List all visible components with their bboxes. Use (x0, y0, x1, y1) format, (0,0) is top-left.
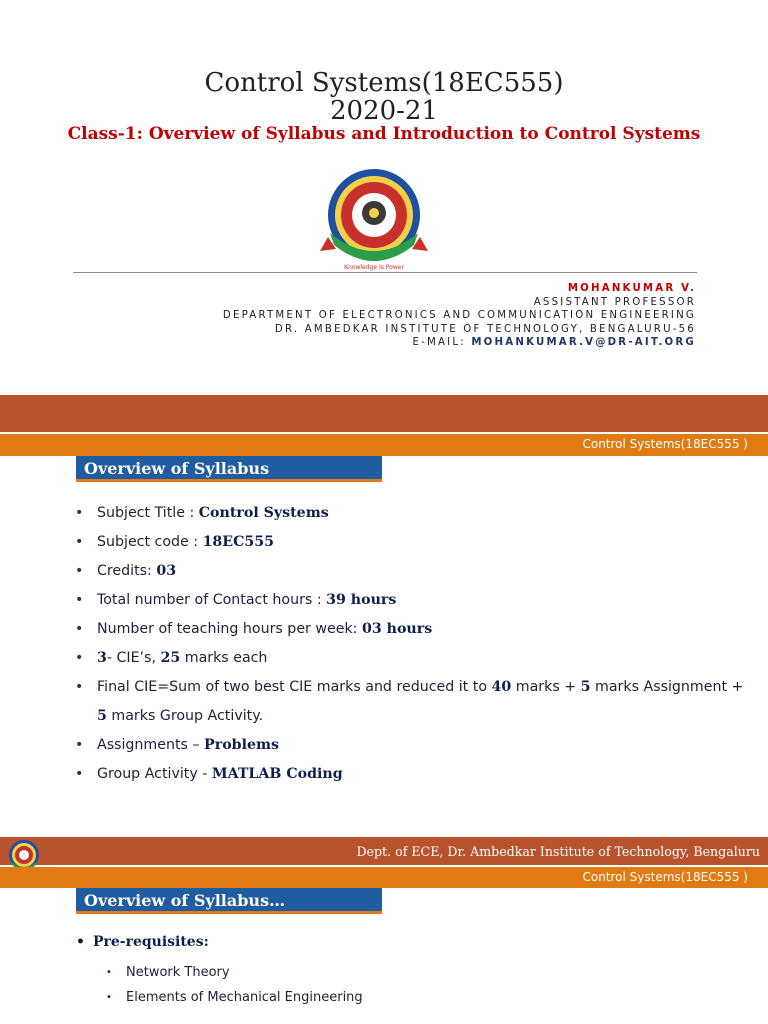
prerequisites-list (106, 960, 363, 1010)
list-item: • Assignments – Problems (75, 731, 755, 760)
slide-footer (0, 837, 768, 865)
title-slide (0, 0, 768, 395)
author-designation: ASSISTANT PROFESSOR (533, 296, 696, 308)
list-item: • 3- CIE’s, 25 marks each (75, 644, 755, 673)
slide-header-bar (0, 867, 768, 888)
list-item: • Elements of Mechanical Engineering (106, 985, 363, 1010)
list-item: • Network Theory (106, 960, 363, 985)
author-name: MOHANKUMAR V. (567, 283, 696, 294)
institute-seal-icon (316, 165, 432, 275)
academic-year: 2020-21 (329, 96, 439, 126)
svg-text:Knowledge Is Power: Knowledge Is Power (344, 264, 404, 271)
header-course-code: Control Systems(18EC555 ) (582, 437, 748, 451)
section-title: Overview of Syllabus (76, 456, 382, 482)
author-institute: DR. AMBEDKAR INSTITUTE OF TECHNOLOGY, BENGALURU-56 (274, 323, 696, 335)
author-email[interactable]: MOHANKUMAR.V@DR-AIT.ORG (471, 337, 696, 349)
list-item: • Final CIE=Sum of two best CIE marks and reduced it to 40 marks + 5 marks Assignment + 5 marks Group Activity. (75, 673, 755, 731)
footer-institute: Dept. of ECE, Dr. Ambedkar Institute of Technology, Bengaluru (356, 844, 760, 859)
list-item: • Total number of Contact hours : 39 hours (75, 586, 755, 615)
list-item: • Subject code : 18EC555 (75, 528, 755, 557)
list-item: • Group Activity - MATLAB Coding (75, 760, 755, 789)
class-title: Class-1: Overview of Syllabus and Introduction to Control Systems (67, 124, 701, 144)
author-email-line (223, 336, 696, 350)
header-course-code: Control Systems(18EC555 ) (582, 870, 748, 884)
section-title: Overview of Syllabus… (76, 888, 382, 914)
list-item: • Credits: 03 (75, 557, 755, 586)
list-item: • Subject Title : Control Systems (75, 499, 755, 528)
author-department: DEPARTMENT OF ELECTRONICS AND COMMUNICATION ENGINEERING (222, 310, 696, 322)
syllabus-list (75, 499, 755, 789)
course-title: Control Systems(18EC555) (204, 68, 564, 98)
institute-logo (316, 165, 432, 275)
prerequisites-heading: • Pre-requisites: (76, 934, 209, 950)
author-block (223, 282, 696, 350)
title-divider (73, 272, 697, 273)
email-label: E-MAIL: (412, 337, 466, 349)
list-item: • Number of teaching hours per week: 03 hours (75, 615, 755, 644)
slide-header-bar (0, 434, 768, 456)
slide-divider-band (0, 395, 768, 432)
